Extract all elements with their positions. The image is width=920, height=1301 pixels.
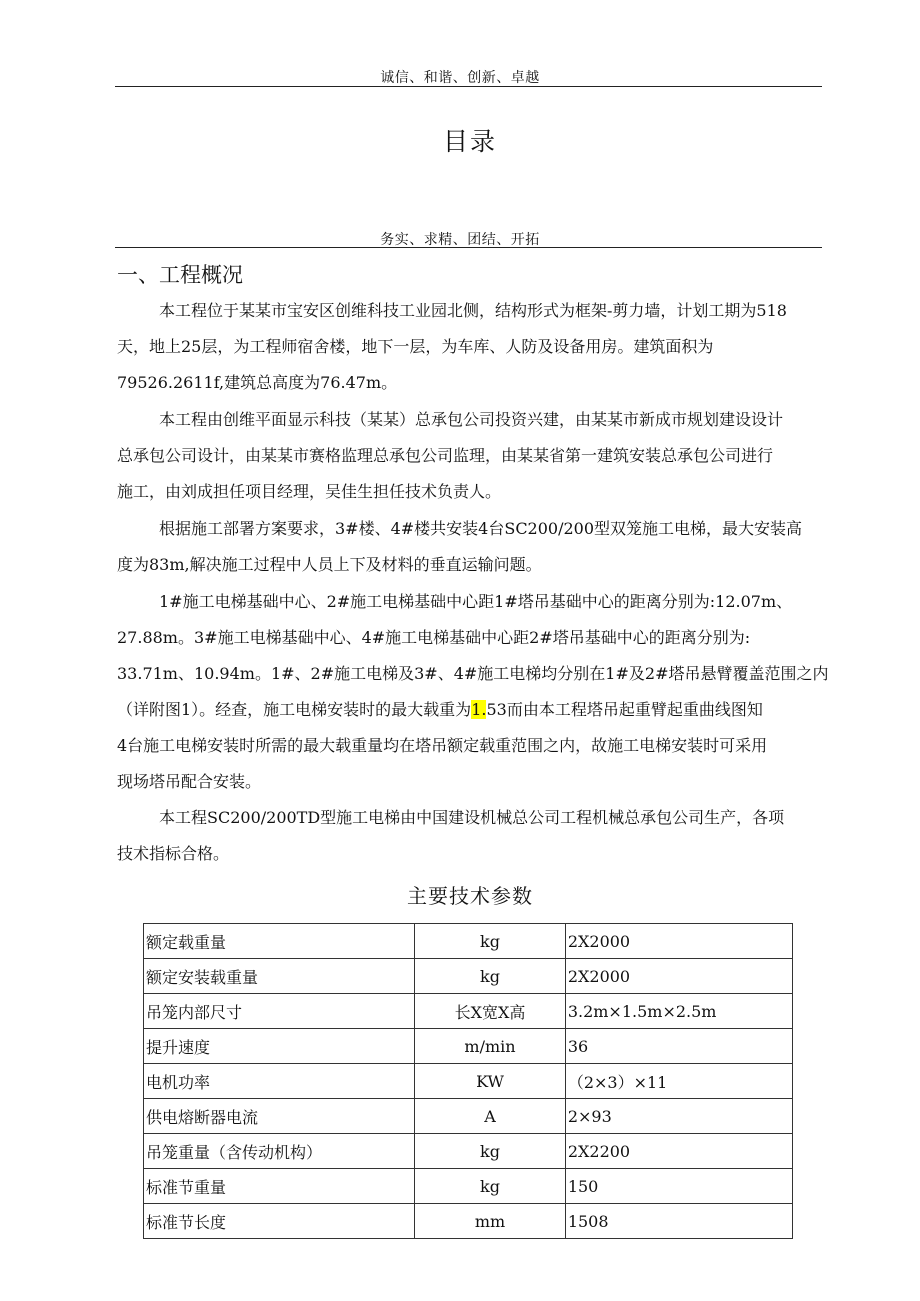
section-heading: 一、工程概况 xyxy=(117,263,243,287)
table-row xyxy=(144,1064,793,1099)
paragraph-elevator-distances xyxy=(117,584,827,800)
spec-value: 2×93 xyxy=(565,1099,792,1134)
paragraph-line: 本工程SC200/200TD型施工电梯由中国建设机械总公司工程机械总承包公司生产，各项 xyxy=(159,808,785,827)
paragraph-line: 现场塔吊配合安装。 xyxy=(117,772,262,791)
table-row xyxy=(144,959,793,994)
spec-name: 提升速度 xyxy=(144,1029,415,1064)
spec-value: 150 xyxy=(565,1169,792,1204)
table-row xyxy=(144,1204,793,1239)
paragraph-line: 施工，由刘成担任项目经理，吴佳生担任技术负责人。 xyxy=(117,482,502,501)
spec-value: 3.2m×1.5m×2.5m xyxy=(565,994,792,1029)
spec-unit: m/min xyxy=(415,1029,566,1064)
spec-name: 电机功率 xyxy=(144,1064,415,1099)
paragraph-line: 27.88m。3#施工电梯基础中心、4#施工电梯基础中心距2#塔吊基础中心的距离分别为: xyxy=(117,628,751,647)
spec-name: 供电熔断器电流 xyxy=(144,1099,415,1134)
paragraph-line: 技术指标合格。 xyxy=(117,844,230,863)
table-row xyxy=(144,1099,793,1134)
spec-unit: kg xyxy=(415,1134,566,1169)
spec-table xyxy=(143,923,793,1239)
paragraph-project-location xyxy=(117,293,827,401)
spec-name: 额定安装载重量 xyxy=(144,959,415,994)
spec-name: 吊笼重量（含传动机构） xyxy=(144,1134,415,1169)
spec-value: 2X2200 xyxy=(565,1134,792,1169)
spec-name: 标准节长度 xyxy=(144,1204,415,1239)
spec-unit: 长X宽X高 xyxy=(415,994,566,1029)
table-row xyxy=(144,994,793,1029)
paragraph-line: 根据施工部署方案要求，3#楼、4#楼共安装4台SC200/200型双笼施工电梯，最大安装高 xyxy=(159,519,803,538)
spec-value: （2×3）×11 xyxy=(565,1064,792,1099)
spec-name: 标准节重量 xyxy=(144,1169,415,1204)
page-title: 目录 xyxy=(442,127,497,156)
spec-name: 额定载重量 xyxy=(144,924,415,959)
spec-unit: mm xyxy=(415,1204,566,1239)
header-rule-bottom xyxy=(115,247,822,248)
paragraph-line xyxy=(117,692,827,728)
paragraph-line: 本工程由创维平面显示科技（某某）总承包公司投资兴建，由某某市新成市规划建设设计 xyxy=(159,410,784,429)
spec-unit: kg xyxy=(415,1169,566,1204)
spec-value: 36 xyxy=(565,1029,792,1064)
spec-value: 2X2000 xyxy=(565,924,792,959)
spec-unit: kg xyxy=(415,959,566,994)
spec-value: 2X2000 xyxy=(565,959,792,994)
paragraph-project-parties xyxy=(117,402,827,510)
spec-name: 吊笼内部尺寸 xyxy=(144,994,415,1029)
paragraph-line: 本工程位于某某市宝安区创维科技工业园北侧，结构形式为框架-剪力墙，计划工期为518 xyxy=(159,301,787,320)
spec-unit: kg xyxy=(415,924,566,959)
table-title: 主要技术参数 xyxy=(407,884,533,908)
paragraph-line: 天，地上25层，为工程师宿舍楼，地下一层，为车库、人防及设备用房。建筑面积为 xyxy=(117,337,714,356)
paragraph-text: （详附图1）。经查，施工电梯安装时的最大载重为 xyxy=(117,700,472,719)
paragraph-elevator-plan xyxy=(117,511,827,583)
paragraph-line: 33.71m、10.94m。1#、2#施工电梯及3#、4#施工电梯均分别在1#及2#塔吊悬臂覆盖范围之内 xyxy=(117,664,829,683)
paragraph-manufacturer xyxy=(117,800,827,872)
paragraph-line: 4台施工电梯安装时所需的最大载重量均在塔吊额定载重范围之内，故施工电梯安装时可采用 xyxy=(117,736,768,755)
spec-unit: KW xyxy=(415,1064,566,1099)
header-motto-bottom: 务实、求精、团结、开拓 xyxy=(380,232,540,248)
table-row xyxy=(144,1169,793,1204)
spec-value: 1508 xyxy=(565,1204,792,1239)
paragraph-text: 53而由本工程塔吊起重臂起重曲线图知 xyxy=(486,700,763,719)
header-rule-top xyxy=(115,86,822,87)
paragraph-line: 总承包公司设计，由某某市赛格监理总承包公司监理，由某某省第一建筑安装总承包公司进行 xyxy=(117,446,774,465)
paragraph-line: 1#施工电梯基础中心、2#施工电梯基础中心距1#塔吊基础中心的距离分别为:12.07m、 xyxy=(159,592,793,611)
highlighted-text: 1. xyxy=(471,700,487,719)
table-row xyxy=(144,1029,793,1064)
paragraph-line: 度为83m,解决施工过程中人员上下及材料的垂直运输问题。 xyxy=(117,555,542,574)
table-row xyxy=(144,1134,793,1169)
table-row xyxy=(144,924,793,959)
spec-unit: A xyxy=(415,1099,566,1134)
header-motto-top: 诚信、和谐、创新、卓越 xyxy=(380,70,540,86)
paragraph-line: 79526.2611f,建筑总高度为76.47m。 xyxy=(117,373,398,392)
